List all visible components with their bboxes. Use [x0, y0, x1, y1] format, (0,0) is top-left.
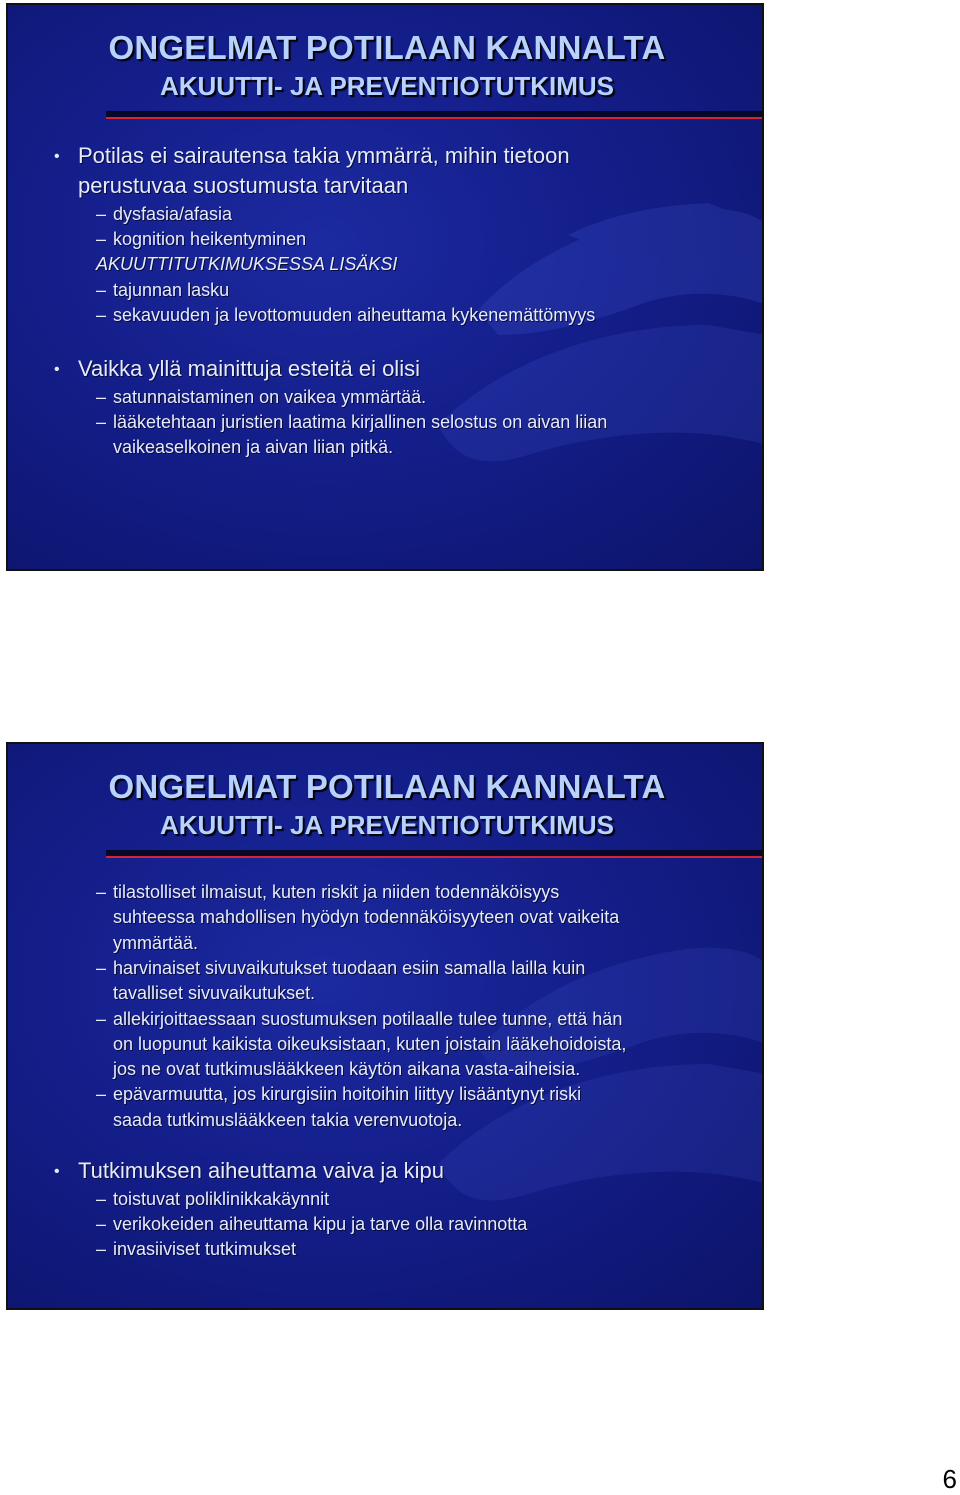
- dash-icon: –: [96, 1009, 107, 1029]
- sub-item-text: jos ne ovat tutkimuslääkkeen käytön aikana vasta-aiheisia.: [113, 1059, 581, 1079]
- sub-heading-text: AKUUTTITUTKIMUKSESSA LISÄKSI: [96, 254, 398, 274]
- sub-item-text: dysfasia/afasia: [113, 204, 233, 224]
- sub-item-text: tavalliset sivuvaikutukset.: [113, 983, 316, 1003]
- dash-icon: –: [96, 1214, 107, 1234]
- bullet-text: perustuvaa suostumusta tarvitaan: [78, 173, 409, 198]
- slide-subtitle: AKUUTTI- JA PREVENTIOTUTKIMUS: [159, 810, 615, 840]
- bullet-icon: •: [54, 1163, 60, 1180]
- dash-icon: –: [96, 412, 107, 432]
- sub-item-text: on luopunut kaikista oikeuksistaan, kuten joistain lääkehoidoista,: [113, 1034, 627, 1054]
- sub-item-text: epävarmuutta, jos kirurgisiin hoitoihin liittyy lisääntynyt riski: [113, 1084, 582, 1104]
- slide-title: ONGELMAT POTILAAN KANNALTA: [108, 29, 666, 66]
- bullet-icon: •: [54, 361, 60, 378]
- sub-item-text: toistuvat poliklinikkakäynnit: [113, 1189, 330, 1209]
- dash-icon: –: [96, 1189, 107, 1209]
- dash-icon: –: [96, 280, 107, 300]
- sub-item-text: kognition heikentyminen: [113, 229, 307, 249]
- dash-icon: –: [96, 958, 107, 978]
- dash-icon: –: [96, 1084, 107, 1104]
- sub-item-text: lääketehtaan juristien laatima kirjallinen selostus on aivan liian: [113, 412, 608, 432]
- dash-icon: –: [96, 229, 107, 249]
- sub-item-text: ymmärtää.: [113, 933, 199, 953]
- dash-icon: –: [96, 1239, 107, 1259]
- sub-item-text: allekirjoittaessaan suostumuksen potilaalle tulee tunne, että hän: [113, 1009, 623, 1029]
- dash-icon: –: [96, 204, 107, 224]
- slide-1: [6, 3, 764, 571]
- sub-item-text: sekavuuden ja levottomuuden aiheuttama kykenemättömyys: [113, 305, 596, 325]
- bullet-text: Vaikka yllä mainittuja esteitä ei olisi: [78, 356, 420, 381]
- title-divider: [106, 850, 762, 856]
- sub-item-text: suhteessa mahdollisen hyödyn todennäköisyyteen ovat vaikeita: [113, 907, 620, 927]
- slide-2: [6, 742, 764, 1310]
- dash-icon: –: [96, 882, 107, 902]
- page-number: 6: [942, 1464, 957, 1494]
- sub-item-text: verikokeiden aiheuttama kipu ja tarve olla ravinnotta: [113, 1214, 528, 1234]
- slide-title: ONGELMAT POTILAAN KANNALTA: [108, 768, 666, 805]
- slide-subtitle: AKUUTTI- JA PREVENTIOTUTKIMUS: [159, 71, 615, 101]
- sub-item-text: tilastolliset ilmaisut, kuten riskit ja niiden todennäköisyys: [113, 882, 560, 902]
- sub-item-text: tajunnan lasku: [113, 280, 230, 300]
- sub-item-text: saada tutkimuslääkkeen takia verenvuotoja.: [113, 1110, 463, 1130]
- title-divider: [106, 111, 762, 117]
- dash-icon: –: [96, 305, 107, 325]
- bullet-text: Potilas ei sairautensa takia ymmärrä, mihin tietoon: [78, 143, 570, 168]
- sub-item-text: harvinaiset sivuvaikutukset tuodaan esiin samalla lailla kuin: [113, 958, 586, 978]
- dash-icon: –: [96, 387, 107, 407]
- sub-item-text: invasiiviset tutkimukset: [113, 1239, 297, 1259]
- bullet-text: Tutkimuksen aiheuttama vaiva ja kipu: [78, 1158, 445, 1183]
- sub-item-text: vaikeaselkoinen ja aivan liian pitkä.: [113, 437, 394, 457]
- sub-item-text: satunnaistaminen on vaikea ymmärtää.: [113, 387, 427, 407]
- bullet-icon: •: [54, 148, 60, 165]
